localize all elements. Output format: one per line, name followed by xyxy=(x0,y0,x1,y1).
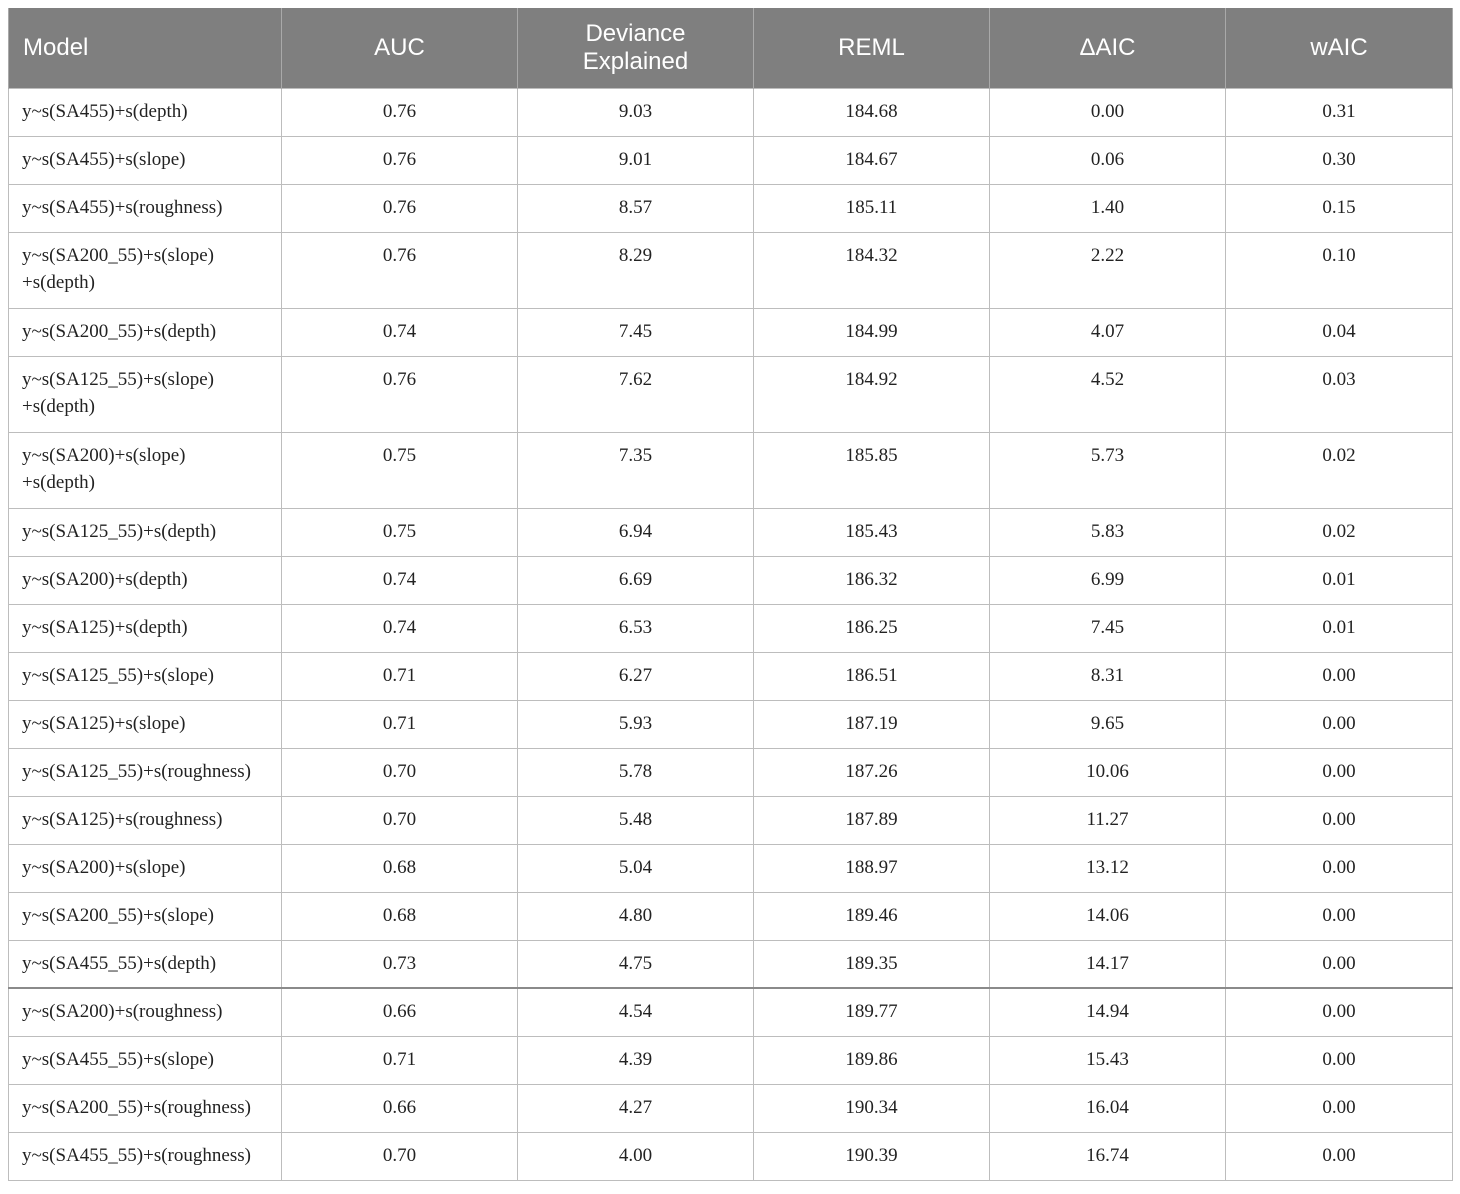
model-formula-line1: y~s(SA455_55)+s(slope) xyxy=(22,1048,214,1070)
cell-delta-aic: 0.00 xyxy=(990,88,1226,136)
cell-waic: 0.00 xyxy=(1226,1084,1453,1132)
cell-auc: 0.66 xyxy=(282,1084,518,1132)
cell-auc: 0.66 xyxy=(282,988,518,1036)
cell-auc: 0.70 xyxy=(282,796,518,844)
cell-model xyxy=(9,308,282,356)
cell-deviance-explained: 7.62 xyxy=(518,356,754,432)
cell-delta-aic: 5.73 xyxy=(990,432,1226,508)
header-model: Model xyxy=(9,8,282,88)
model-formula-line1: y~s(SA455)+s(roughness) xyxy=(22,196,223,218)
cell-reml: 184.68 xyxy=(754,88,990,136)
table-body xyxy=(9,88,1453,1180)
model-formula-line1: y~s(SA200_55)+s(slope) xyxy=(22,244,214,266)
cell-reml: 185.43 xyxy=(754,508,990,556)
cell-deviance-explained: 6.53 xyxy=(518,604,754,652)
cell-reml: 187.89 xyxy=(754,796,990,844)
cell-waic: 0.10 xyxy=(1226,232,1453,308)
cell-waic: 0.00 xyxy=(1226,844,1453,892)
cell-auc: 0.70 xyxy=(282,1132,518,1180)
table-row xyxy=(9,1132,1453,1180)
header-reml: REML xyxy=(754,8,990,88)
model-formula-line1: y~s(SA455)+s(depth) xyxy=(22,100,188,122)
cell-deviance-explained: 4.00 xyxy=(518,1132,754,1180)
cell-waic: 0.04 xyxy=(1226,308,1453,356)
cell-waic: 0.00 xyxy=(1226,988,1453,1036)
model-formula-line1: y~s(SA200)+s(slope) xyxy=(22,444,186,466)
cell-model xyxy=(9,1036,282,1084)
table-header xyxy=(9,8,1453,88)
model-formula-line1: y~s(SA125)+s(slope) xyxy=(22,712,186,734)
cell-deviance-explained: 4.54 xyxy=(518,988,754,1036)
cell-auc: 0.68 xyxy=(282,892,518,940)
model-formula-line1: y~s(SA455)+s(slope) xyxy=(22,148,186,170)
cell-delta-aic: 14.94 xyxy=(990,988,1226,1036)
cell-deviance-explained: 4.27 xyxy=(518,1084,754,1132)
cell-model xyxy=(9,88,282,136)
table-row xyxy=(9,356,1453,432)
cell-model xyxy=(9,1084,282,1132)
model-formula-line1: y~s(SA125)+s(roughness) xyxy=(22,808,223,830)
cell-model xyxy=(9,940,282,988)
cell-model xyxy=(9,232,282,308)
cell-deviance-explained: 4.75 xyxy=(518,940,754,988)
cell-auc: 0.76 xyxy=(282,184,518,232)
cell-waic: 0.02 xyxy=(1226,508,1453,556)
cell-waic: 0.03 xyxy=(1226,356,1453,432)
cell-delta-aic: 14.17 xyxy=(990,940,1226,988)
table-row xyxy=(9,232,1453,308)
cell-deviance-explained: 5.78 xyxy=(518,748,754,796)
cell-deviance-explained: 7.35 xyxy=(518,432,754,508)
cell-delta-aic: 0.06 xyxy=(990,136,1226,184)
cell-deviance-explained: 8.29 xyxy=(518,232,754,308)
cell-reml: 187.26 xyxy=(754,748,990,796)
cell-reml: 187.19 xyxy=(754,700,990,748)
cell-deviance-explained: 4.80 xyxy=(518,892,754,940)
table-row xyxy=(9,796,1453,844)
cell-auc: 0.76 xyxy=(282,88,518,136)
model-formula-line2: +s(depth) xyxy=(22,471,95,493)
cell-delta-aic: 1.40 xyxy=(990,184,1226,232)
cell-delta-aic: 15.43 xyxy=(990,1036,1226,1084)
cell-waic: 0.00 xyxy=(1226,1036,1453,1084)
table-row xyxy=(9,184,1453,232)
model-formula-line1: y~s(SA200_55)+s(roughness) xyxy=(22,1096,251,1118)
cell-reml: 185.85 xyxy=(754,432,990,508)
cell-delta-aic: 10.06 xyxy=(990,748,1226,796)
cell-model xyxy=(9,892,282,940)
table-row xyxy=(9,1084,1453,1132)
table-row xyxy=(9,432,1453,508)
cell-model xyxy=(9,136,282,184)
table-row xyxy=(9,508,1453,556)
cell-delta-aic: 16.74 xyxy=(990,1132,1226,1180)
model-formula-line1: y~s(SA125_55)+s(slope) xyxy=(22,664,214,686)
cell-auc: 0.75 xyxy=(282,432,518,508)
header-row xyxy=(9,8,1453,88)
cell-reml: 189.86 xyxy=(754,1036,990,1084)
cell-delta-aic: 8.31 xyxy=(990,652,1226,700)
cell-auc: 0.68 xyxy=(282,844,518,892)
cell-waic: 0.00 xyxy=(1226,892,1453,940)
cell-reml: 184.32 xyxy=(754,232,990,308)
cell-deviance-explained: 9.03 xyxy=(518,88,754,136)
table-row xyxy=(9,892,1453,940)
header-deviance-line1: Deviance xyxy=(585,19,686,47)
cell-model xyxy=(9,1132,282,1180)
cell-deviance-explained: 5.48 xyxy=(518,796,754,844)
table-row xyxy=(9,556,1453,604)
cell-waic: 0.00 xyxy=(1226,700,1453,748)
model-formula-line1: y~s(SA125_55)+s(slope) xyxy=(22,368,214,390)
model-formula-line1: y~s(SA200_55)+s(depth) xyxy=(22,320,217,342)
cell-waic: 0.15 xyxy=(1226,184,1453,232)
table-row xyxy=(9,988,1453,1036)
cell-waic: 0.31 xyxy=(1226,88,1453,136)
cell-deviance-explained: 5.04 xyxy=(518,844,754,892)
cell-auc: 0.76 xyxy=(282,356,518,432)
cell-reml: 186.25 xyxy=(754,604,990,652)
cell-auc: 0.73 xyxy=(282,940,518,988)
cell-auc: 0.70 xyxy=(282,748,518,796)
header-delta-aic: ΔAIC xyxy=(990,8,1226,88)
model-comparison-table xyxy=(8,8,1453,1181)
table-row xyxy=(9,88,1453,136)
cell-auc: 0.71 xyxy=(282,652,518,700)
cell-reml: 189.46 xyxy=(754,892,990,940)
cell-reml: 184.99 xyxy=(754,308,990,356)
cell-waic: 0.00 xyxy=(1226,940,1453,988)
cell-deviance-explained: 8.57 xyxy=(518,184,754,232)
cell-reml: 190.34 xyxy=(754,1084,990,1132)
cell-deviance-explained: 6.27 xyxy=(518,652,754,700)
model-formula-line1: y~s(SA455_55)+s(depth) xyxy=(22,952,217,974)
table-row xyxy=(9,748,1453,796)
cell-delta-aic: 7.45 xyxy=(990,604,1226,652)
cell-waic: 0.00 xyxy=(1226,748,1453,796)
cell-waic: 0.30 xyxy=(1226,136,1453,184)
header-auc: AUC xyxy=(282,8,518,88)
cell-reml: 188.97 xyxy=(754,844,990,892)
cell-deviance-explained: 9.01 xyxy=(518,136,754,184)
cell-reml: 186.51 xyxy=(754,652,990,700)
cell-deviance-explained: 5.93 xyxy=(518,700,754,748)
model-formula-line1: y~s(SA125)+s(depth) xyxy=(22,616,188,638)
model-formula-line1: y~s(SA200)+s(roughness) xyxy=(22,1001,223,1022)
cell-delta-aic: 11.27 xyxy=(990,796,1226,844)
cell-deviance-explained: 6.94 xyxy=(518,508,754,556)
model-formula-line1: y~s(SA455_55)+s(roughness) xyxy=(22,1144,251,1166)
header-deviance-explained xyxy=(518,8,754,88)
model-formula-line1: y~s(SA125_55)+s(depth) xyxy=(22,520,217,542)
model-formula-line1: y~s(SA125_55)+s(roughness) xyxy=(22,760,251,782)
table-row xyxy=(9,604,1453,652)
cell-model xyxy=(9,988,282,1036)
cell-waic: 0.00 xyxy=(1226,796,1453,844)
table-row xyxy=(9,844,1453,892)
cell-model xyxy=(9,604,282,652)
cell-waic: 0.01 xyxy=(1226,604,1453,652)
cell-auc: 0.71 xyxy=(282,1036,518,1084)
header-waic: wAIC xyxy=(1226,8,1453,88)
header-deviance-line2: Explained xyxy=(582,47,689,75)
cell-delta-aic: 13.12 xyxy=(990,844,1226,892)
cell-delta-aic: 2.22 xyxy=(990,232,1226,308)
model-comparison-table-container xyxy=(8,8,1452,1181)
table-row xyxy=(9,700,1453,748)
cell-reml: 184.67 xyxy=(754,136,990,184)
cell-deviance-explained: 6.69 xyxy=(518,556,754,604)
cell-auc: 0.74 xyxy=(282,604,518,652)
cell-reml: 184.92 xyxy=(754,356,990,432)
cell-auc: 0.71 xyxy=(282,700,518,748)
cell-deviance-explained: 7.45 xyxy=(518,308,754,356)
cell-auc: 0.74 xyxy=(282,556,518,604)
table-row xyxy=(9,136,1453,184)
cell-delta-aic: 5.83 xyxy=(990,508,1226,556)
cell-delta-aic: 4.07 xyxy=(990,308,1226,356)
table-row xyxy=(9,652,1453,700)
model-formula-line1: y~s(SA200)+s(slope) xyxy=(22,856,186,878)
cell-model xyxy=(9,796,282,844)
cell-delta-aic: 9.65 xyxy=(990,700,1226,748)
model-formula-line1: y~s(SA200_55)+s(slope) xyxy=(22,904,214,926)
cell-model xyxy=(9,748,282,796)
cell-delta-aic: 6.99 xyxy=(990,556,1226,604)
cell-auc: 0.76 xyxy=(282,232,518,308)
model-formula-line1: y~s(SA200)+s(depth) xyxy=(22,568,188,590)
cell-waic: 0.00 xyxy=(1226,1132,1453,1180)
table-row xyxy=(9,940,1453,988)
cell-model xyxy=(9,700,282,748)
cell-delta-aic: 4.52 xyxy=(990,356,1226,432)
cell-deviance-explained: 4.39 xyxy=(518,1036,754,1084)
cell-auc: 0.75 xyxy=(282,508,518,556)
cell-reml: 189.35 xyxy=(754,940,990,988)
cell-model xyxy=(9,356,282,432)
cell-model xyxy=(9,652,282,700)
cell-reml: 190.39 xyxy=(754,1132,990,1180)
cell-model xyxy=(9,184,282,232)
table-row xyxy=(9,308,1453,356)
cell-delta-aic: 14.06 xyxy=(990,892,1226,940)
cell-reml: 185.11 xyxy=(754,184,990,232)
cell-waic: 0.00 xyxy=(1226,652,1453,700)
cell-auc: 0.76 xyxy=(282,136,518,184)
model-formula-line2: +s(depth) xyxy=(22,271,95,293)
model-formula-line2: +s(depth) xyxy=(22,395,95,417)
cell-model xyxy=(9,432,282,508)
cell-model xyxy=(9,556,282,604)
cell-waic: 0.02 xyxy=(1226,432,1453,508)
cell-model xyxy=(9,508,282,556)
cell-reml: 186.32 xyxy=(754,556,990,604)
cell-waic: 0.01 xyxy=(1226,556,1453,604)
cell-delta-aic: 16.04 xyxy=(990,1084,1226,1132)
cell-model xyxy=(9,844,282,892)
table-row xyxy=(9,1036,1453,1084)
cell-auc: 0.74 xyxy=(282,308,518,356)
cell-reml: 189.77 xyxy=(754,988,990,1036)
